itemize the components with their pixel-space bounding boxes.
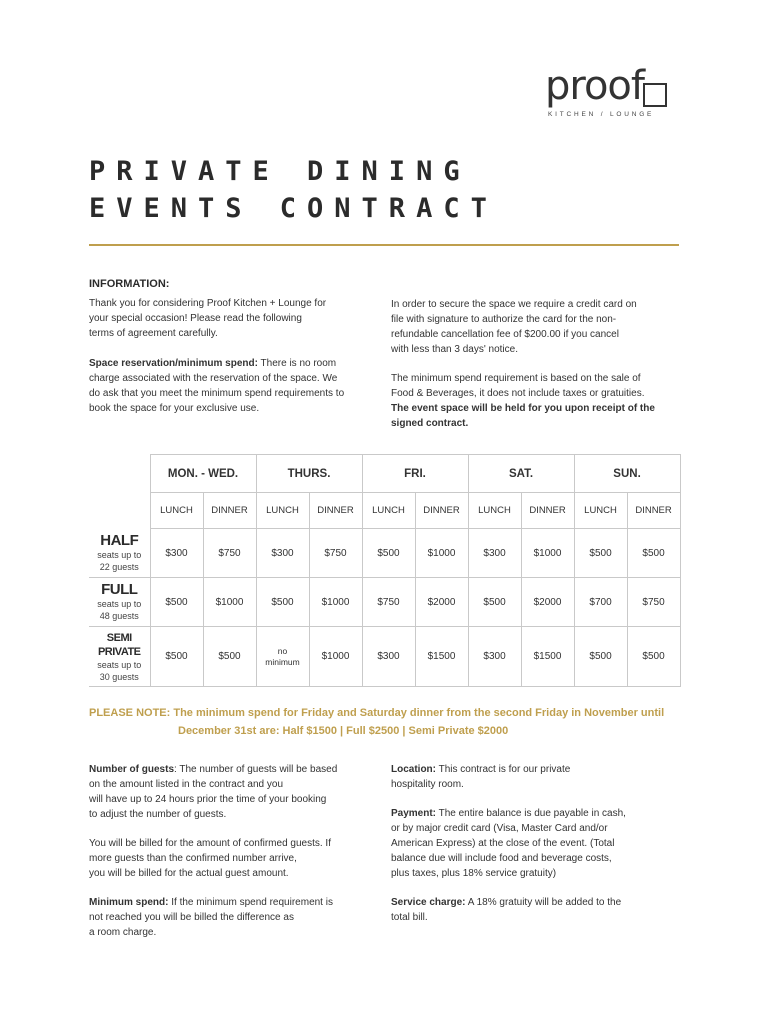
logo-square-icon	[643, 83, 667, 107]
table-day-row	[89, 455, 680, 493]
minimum-spend-table	[89, 454, 681, 687]
table-row-half	[89, 529, 680, 578]
price-cell: $2000	[415, 578, 468, 627]
meal-header: LUNCH	[468, 493, 521, 529]
day-header: FRI.	[362, 455, 468, 493]
information-heading: INFORMATION:	[89, 278, 170, 290]
meal-header: DINNER	[415, 493, 468, 529]
price-cell: $500	[627, 529, 680, 578]
logo-wordmark: proof	[545, 63, 644, 109]
price-cell: $750	[362, 578, 415, 627]
price-cell: no minimum	[256, 627, 309, 687]
price-cell: $750	[309, 529, 362, 578]
meal-header: LUNCH	[362, 493, 415, 529]
price-cell: $500	[256, 578, 309, 627]
terms-number-of-guests: Number of guests: The number of guests will be based on the amount listed in the contract and you will have up to 24 hours prior the time of your booking to adjust the number of guests.	[89, 764, 338, 820]
meal-header: DINNER	[521, 493, 574, 529]
price-cell: $1000	[309, 578, 362, 627]
meal-header: LUNCH	[574, 493, 627, 529]
price-cell: $300	[362, 627, 415, 687]
table-row-semi-private	[89, 627, 680, 687]
title-divider	[89, 244, 679, 246]
row-header-full: FULL seats up to 48 guests	[89, 578, 150, 627]
page-title-line-2: EVENTS CONTRACT	[89, 193, 498, 224]
meal-header: DINNER	[627, 493, 680, 529]
terms-billing: You will be billed for the amount of confirmed guests. If more guests than the confirmed number arrive, you will be billed for the actual guest amount.	[89, 838, 331, 879]
terms-service-charge: Service charge: A 18% gratuity will be added to the total bill.	[391, 897, 622, 923]
price-cell: $300	[256, 529, 309, 578]
space-reservation-label: Space reservation/minimum spend:	[89, 358, 258, 369]
price-cell: $500	[468, 578, 521, 627]
price-cell: $300	[150, 529, 203, 578]
table-meal-row	[89, 493, 680, 529]
row-header-half: HALF seats up to 22 guests	[89, 529, 150, 578]
info-space-reservation: Space reservation/minimum spend: There is no room charge associated with the reservation of the space. We do ask that you meet the minimum spend requirements to book the space for your exclusive use.	[89, 358, 345, 414]
meal-header: DINNER	[309, 493, 362, 529]
terms-payment: Payment: The entire balance is due payable in cash, or by major credit card (Visa, Master Card and/or American Express) at the close of the event. (Total balance due will include food and beverage costs, plus taxes, plus 18% service gratuity)	[391, 808, 626, 879]
meal-header: LUNCH	[256, 493, 309, 529]
meal-header: DINNER	[203, 493, 256, 529]
day-header: SAT.	[468, 455, 574, 493]
please-note-label: PLEASE NOTE:	[89, 707, 171, 719]
logo	[545, 63, 675, 122]
price-cell: $500	[574, 627, 627, 687]
table-row-full	[89, 578, 680, 627]
price-cell: $2000	[521, 578, 574, 627]
terms-location: Location: This contract is for our private hospitality room.	[391, 764, 571, 790]
price-cell: $500	[150, 627, 203, 687]
price-cell: $300	[468, 627, 521, 687]
price-cell: $1500	[521, 627, 574, 687]
price-cell: $700	[574, 578, 627, 627]
price-cell: $300	[468, 529, 521, 578]
logo-subtitle: KITCHEN / LOUNGE	[548, 111, 655, 118]
price-cell: $500	[362, 529, 415, 578]
info-credit-card: In order to secure the space we require a credit card on file with signature to authorize the card for the non- refundable cancellation fee of $200.00 if you cancel with less than 3 days' notice.	[391, 299, 637, 355]
row-header-semi-private: SEMI PRIVATE seats up to 30 guests	[89, 627, 150, 687]
price-cell: $1000	[415, 529, 468, 578]
day-header: SUN.	[574, 455, 680, 493]
price-cell: $500	[150, 578, 203, 627]
info-intro: Thank you for considering Proof Kitchen + Lounge for your special occasion! Please read the following terms of agreement carefully.	[89, 298, 327, 339]
price-cell: $750	[627, 578, 680, 627]
price-cell: $1500	[415, 627, 468, 687]
price-cell: $500	[574, 529, 627, 578]
price-cell: $750	[203, 529, 256, 578]
meal-header: LUNCH	[150, 493, 203, 529]
price-cell: $1000	[309, 627, 362, 687]
info-minimum-spend: The minimum spend requirement is based on the sale of Food & Beverages, it does not include taxes or gratuities. The event space will be held for you upon receipt of the signed contract.	[391, 373, 655, 429]
day-header: MON. - WED.	[150, 455, 256, 493]
please-note: PLEASE NOTE: The minimum spend for Friday and Saturday dinner from the second Friday in November until December 31st are: Half $1500 | Full $2500 | Semi Private $2000	[89, 707, 665, 737]
price-cell: $500	[627, 627, 680, 687]
price-cell: $1000	[521, 529, 574, 578]
price-cell: $1000	[203, 578, 256, 627]
price-cell: $500	[203, 627, 256, 687]
page-title-line-1: PRIVATE DINING	[89, 156, 471, 187]
terms-minimum-spend: Minimum spend: If the minimum spend requirement is not reached you will be billed the difference as a room charge.	[89, 897, 333, 938]
day-header: THURS.	[256, 455, 362, 493]
